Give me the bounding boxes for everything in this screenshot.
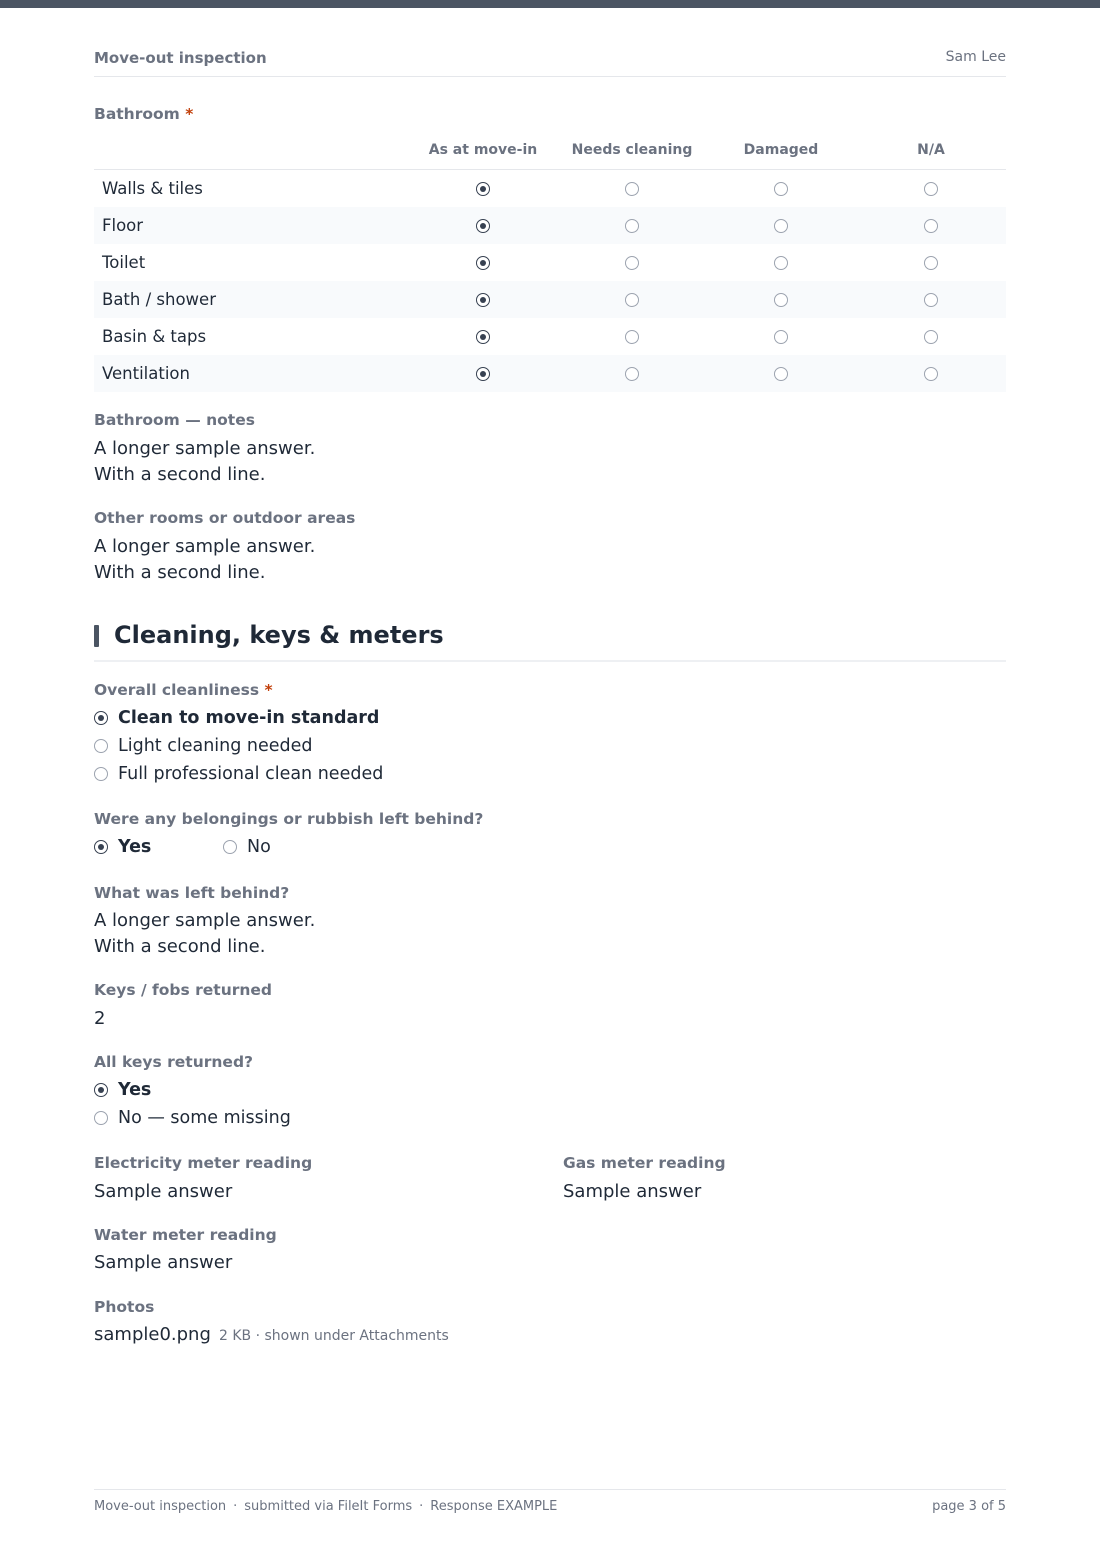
radio-button[interactable] (625, 219, 639, 233)
gas-answer: Sample answer (563, 1181, 702, 1202)
option-label: Full professional clean needed (118, 764, 384, 784)
radio-button[interactable] (774, 182, 788, 196)
footer-form-name: Move-out inspection (94, 1499, 227, 1514)
cleanliness-label-text: Overall cleanliness (94, 681, 260, 699)
required-mark: * (264, 681, 273, 699)
radio-button[interactable] (774, 256, 788, 270)
top-accent-bar (0, 0, 1100, 8)
other-rooms-answer: A longer sample answer. With a second line. (94, 536, 316, 583)
grid-cell-damaged (706, 170, 856, 207)
grid-cell-damaged (706, 318, 856, 355)
row-label: Basin & taps (102, 327, 207, 346)
option-label: Yes (118, 837, 152, 857)
radio-button[interactable] (476, 182, 490, 196)
table-row (94, 355, 1006, 392)
all-keys-option-no[interactable] (94, 1107, 291, 1129)
grid-rows (94, 170, 1006, 392)
cleanliness-option-clean[interactable] (94, 707, 379, 729)
row-label: Floor (102, 216, 144, 235)
column-header-damaged: Damaged (743, 142, 819, 158)
grid-cell-na (856, 355, 1006, 392)
cleanliness-option-light[interactable] (94, 735, 313, 757)
table-row (94, 318, 1006, 355)
grid-cell-damaged (706, 281, 856, 318)
water-answer: Sample answer (94, 1252, 233, 1273)
row-label: Ventilation (102, 364, 190, 383)
option-label: No — some missing (118, 1108, 291, 1128)
row-label: Toilet (102, 253, 146, 272)
radio-button[interactable] (774, 367, 788, 381)
grid-cell-na (856, 281, 1006, 318)
radio-button[interactable] (94, 1083, 108, 1097)
footer-separator: · (419, 1499, 424, 1514)
radio-button[interactable] (94, 767, 108, 781)
page-header (94, 48, 1006, 77)
footer-response: Response EXAMPLE (430, 1499, 558, 1514)
bathroom-grid (94, 132, 1006, 392)
radio-button[interactable] (625, 182, 639, 196)
grid-cell-as-at-move-in (408, 281, 558, 318)
required-mark: * (185, 105, 194, 123)
row-label: Walls & tiles (102, 179, 203, 198)
radio-button[interactable] (924, 219, 938, 233)
grid-cell-needs-cleaning (557, 170, 707, 207)
cleanliness-label (94, 681, 273, 699)
grid-cell-damaged (706, 244, 856, 281)
bathroom-label-text: Bathroom (94, 105, 180, 123)
grid-cell-as-at-move-in (408, 207, 558, 244)
grid-cell-needs-cleaning (557, 318, 707, 355)
radio-button[interactable] (476, 367, 490, 381)
page-footer (94, 1489, 1006, 1520)
bathroom-notes-answer: A longer sample answer. With a second line. (94, 438, 316, 485)
water-label: Water meter reading (94, 1226, 277, 1244)
grid-cell-as-at-move-in (408, 318, 558, 355)
grid-cell-damaged (706, 355, 856, 392)
grid-cell-as-at-move-in (408, 355, 558, 392)
grid-cell-needs-cleaning (557, 355, 707, 392)
radio-button[interactable] (476, 293, 490, 307)
other-rooms-label: Other rooms or outdoor areas (94, 509, 356, 527)
photos-label: Photos (94, 1298, 155, 1316)
radio-button[interactable] (924, 256, 938, 270)
electricity-label: Electricity meter reading (94, 1154, 313, 1172)
grid-cell-needs-cleaning (557, 244, 707, 281)
radio-button[interactable] (94, 1111, 108, 1125)
belongings-option-no[interactable] (223, 836, 271, 858)
radio-button[interactable] (94, 711, 108, 725)
footer-submitted: submitted via FileIt Forms (244, 1499, 413, 1514)
radio-button[interactable] (924, 293, 938, 307)
grid-cell-damaged (706, 207, 856, 244)
radio-button[interactable] (924, 367, 938, 381)
attachment-file-name[interactable]: sample0.png (94, 1324, 211, 1345)
table-row (94, 281, 1006, 318)
row-label: Bath / shower (102, 290, 216, 309)
grid-cell-needs-cleaning (557, 281, 707, 318)
radio-button[interactable] (625, 367, 639, 381)
keys-returned-label: Keys / fobs returned (94, 981, 273, 999)
radio-button[interactable] (774, 293, 788, 307)
grid-cell-na (856, 318, 1006, 355)
page-number: page 3 of 5 (932, 1499, 1006, 1514)
radio-button[interactable] (924, 330, 938, 344)
bathroom-label (94, 105, 193, 123)
grid-cell-na (856, 170, 1006, 207)
column-header-needs-cleaning: Needs cleaning (571, 142, 693, 158)
belongings-option-yes[interactable] (94, 836, 151, 858)
left-behind-label: What was left behind? (94, 884, 290, 902)
radio-button[interactable] (625, 293, 639, 307)
column-header-as-at-move-in: As at move-in (428, 142, 538, 158)
bathroom-notes-label: Bathroom — notes (94, 411, 255, 429)
respondent-name: Sam Lee (945, 49, 1006, 65)
radio-button[interactable] (94, 840, 108, 854)
grid-cell-as-at-move-in (408, 244, 558, 281)
radio-button[interactable] (476, 256, 490, 270)
radio-button[interactable] (476, 330, 490, 344)
radio-button[interactable] (223, 840, 237, 854)
radio-button[interactable] (94, 739, 108, 753)
cleanliness-option-professional[interactable] (94, 763, 383, 785)
all-keys-option-yes[interactable] (94, 1079, 151, 1101)
section-accent-bar (94, 625, 99, 647)
belongings-label: Were any belongings or rubbish left behind? (94, 810, 484, 828)
option-label: No (247, 837, 271, 857)
keys-returned-answer: 2 (94, 1008, 106, 1029)
table-row (94, 207, 1006, 244)
all-keys-label: All keys returned? (94, 1053, 254, 1071)
radio-button[interactable] (924, 182, 938, 196)
radio-button[interactable] (476, 219, 490, 233)
table-row (94, 244, 1006, 281)
photo-attachment (94, 1324, 449, 1345)
grid-cell-needs-cleaning (557, 207, 707, 244)
option-label: Clean to move-in standard (118, 708, 380, 728)
gas-label: Gas meter reading (563, 1154, 726, 1172)
column-header-na: N/A (917, 142, 945, 158)
attachment-file-meta: 2 KB · shown under Attachments (218, 1328, 449, 1344)
form-title: Move-out inspection (94, 49, 267, 67)
table-row (94, 170, 1006, 207)
grid-header (94, 132, 1006, 170)
radio-button[interactable] (625, 330, 639, 344)
section-title: Cleaning, keys & meters (114, 621, 444, 649)
footer-separator: · (233, 1499, 238, 1514)
radio-button[interactable] (774, 330, 788, 344)
section-heading (94, 620, 1006, 662)
footer-info (94, 1499, 557, 1514)
option-label: Yes (118, 1080, 152, 1100)
option-label: Light cleaning needed (118, 736, 313, 756)
radio-button[interactable] (774, 219, 788, 233)
grid-cell-na (856, 207, 1006, 244)
electricity-answer: Sample answer (94, 1181, 233, 1202)
left-behind-answer: A longer sample answer. With a second line. (94, 910, 316, 957)
radio-button[interactable] (625, 256, 639, 270)
grid-cell-na (856, 244, 1006, 281)
grid-cell-as-at-move-in (408, 170, 558, 207)
